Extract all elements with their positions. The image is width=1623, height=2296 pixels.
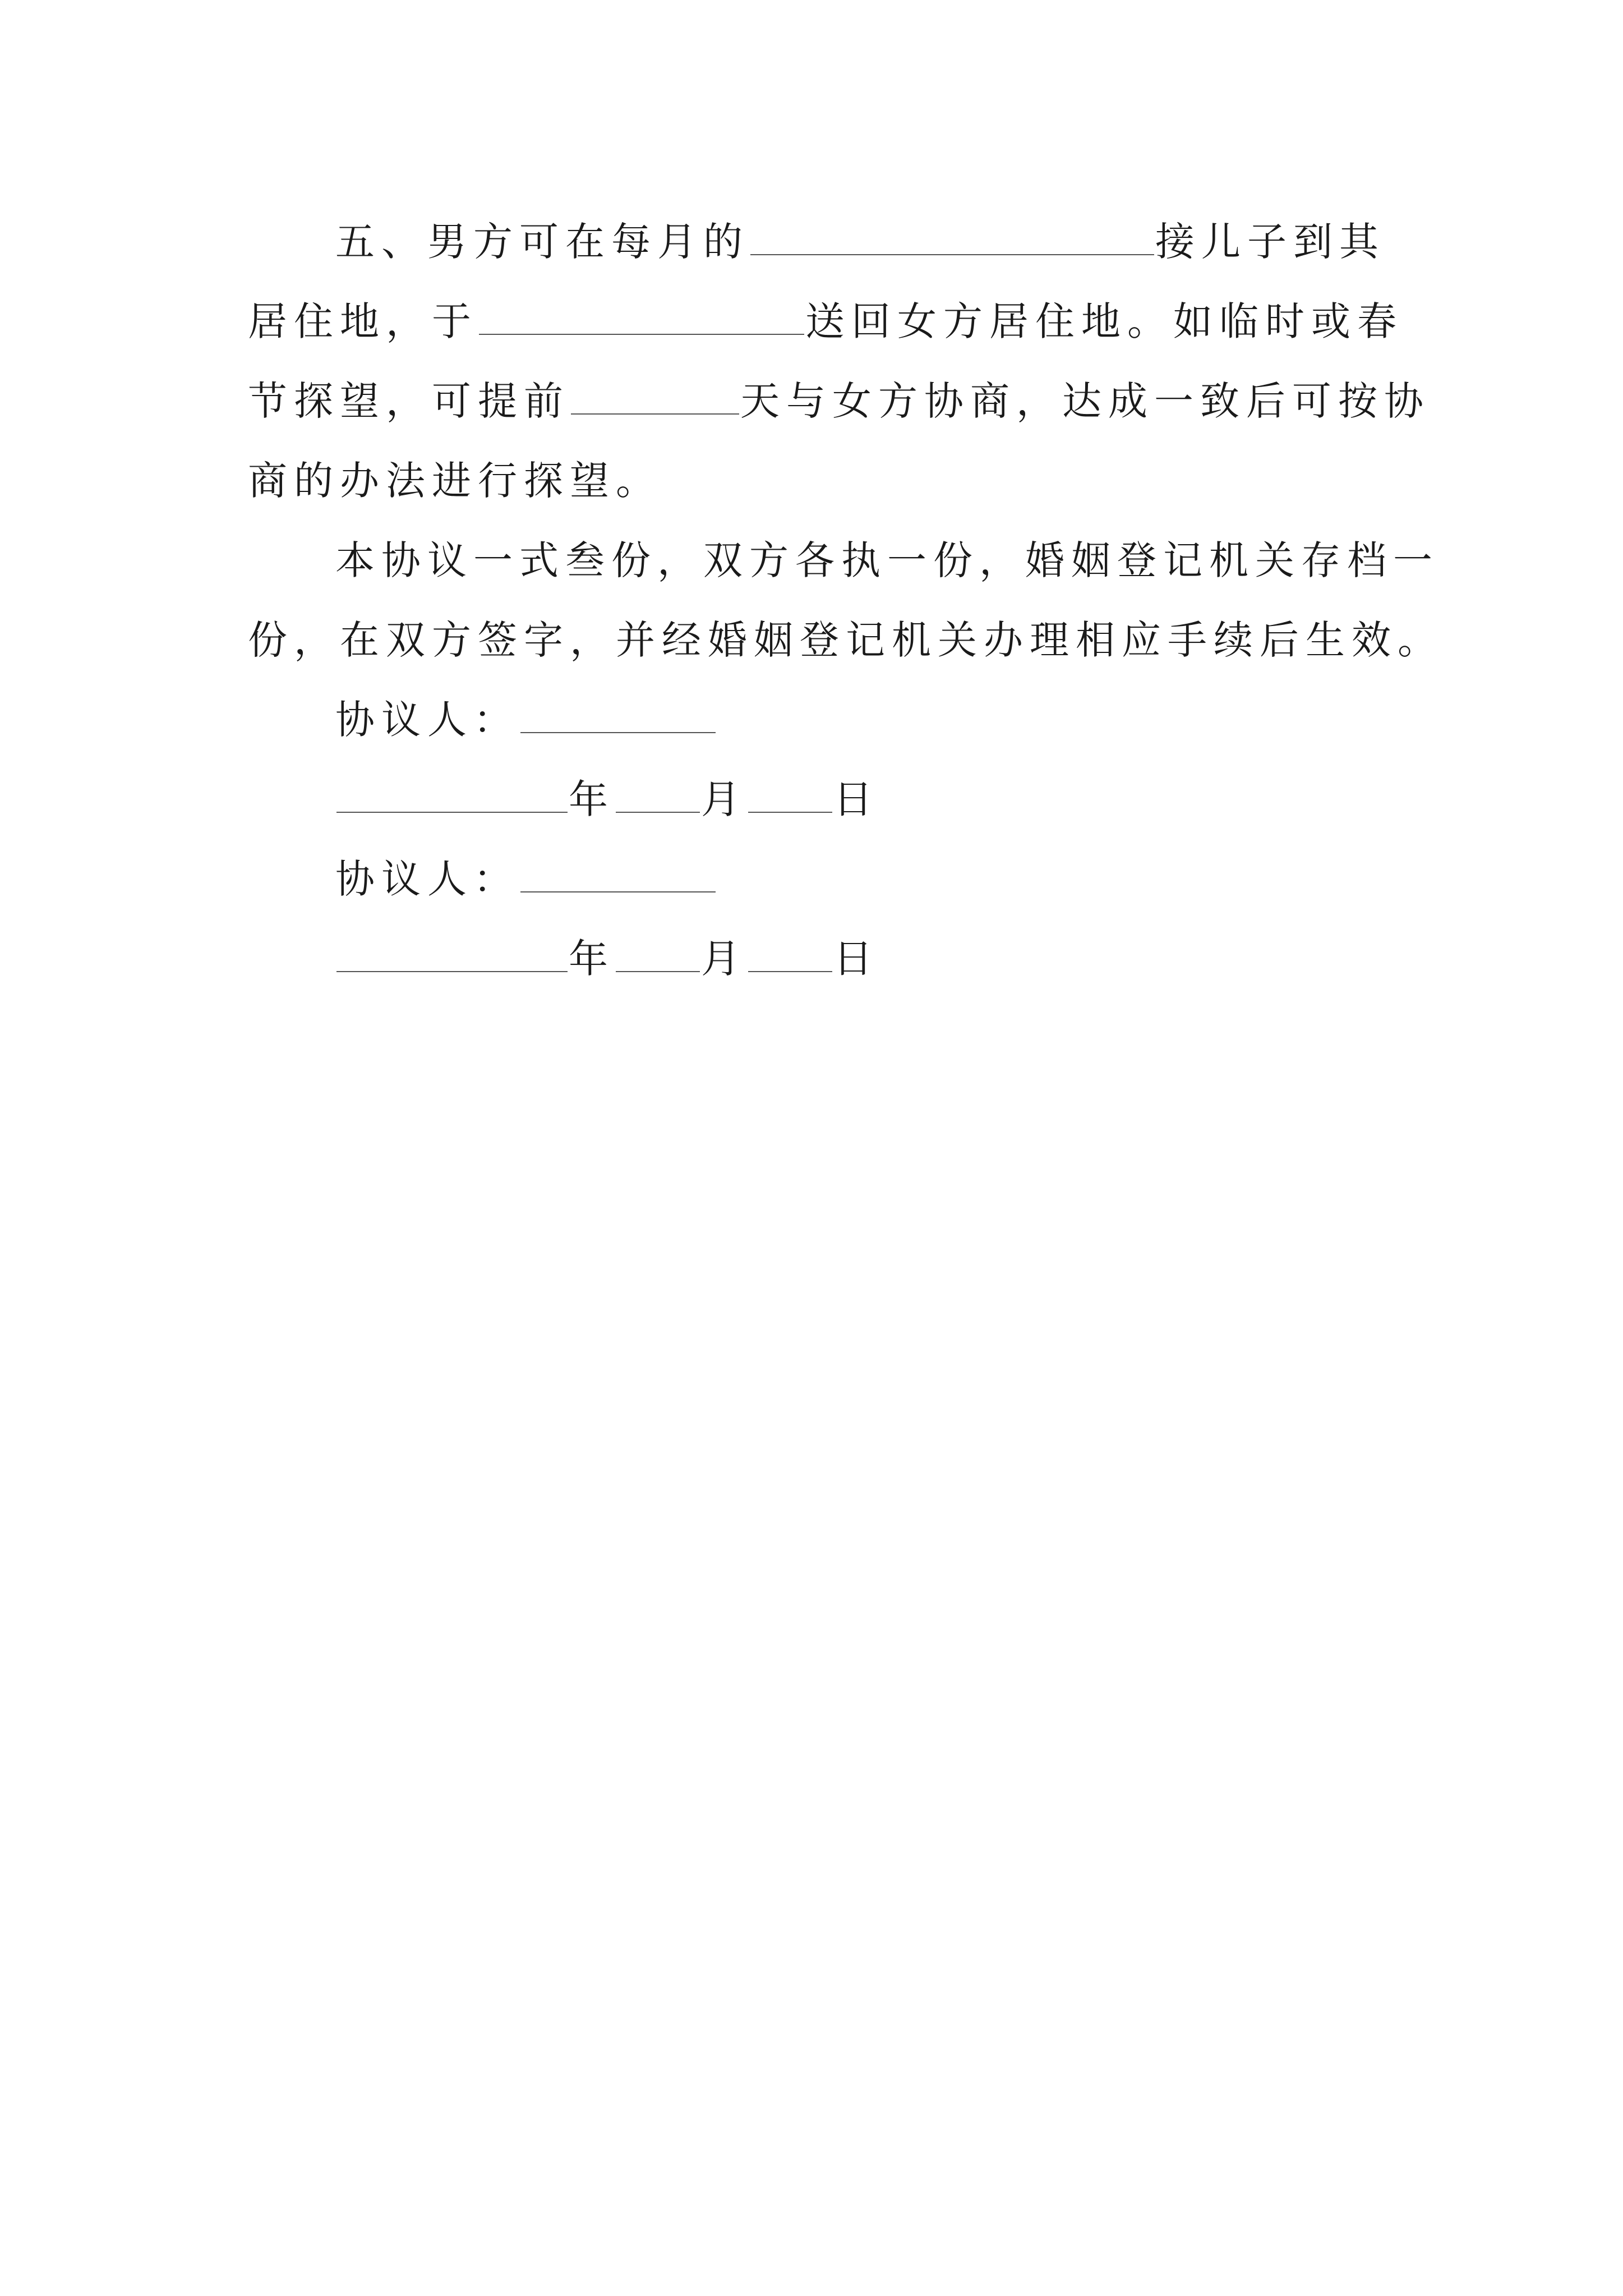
document-body <box>248 202 1444 999</box>
pickup-date-blank[interactable] <box>750 220 1154 255</box>
day-label: 日 <box>833 776 879 822</box>
paragraph-5-line-2 <box>248 282 1403 361</box>
signatory-name-blank[interactable] <box>520 698 716 733</box>
closing-text: 份，在双方签字，并经婚姻登记机关办理相应手续后生效。 <box>248 617 1444 663</box>
clause-5-text: 商的办法进行探望。 <box>248 458 662 504</box>
paragraph-5-line-1 <box>248 202 1386 282</box>
clause-5-text: 接儿子到其 <box>1155 219 1385 265</box>
clause-5-text: 天与女方协商，达成一致后可按协 <box>740 378 1430 424</box>
year-blank[interactable] <box>336 937 568 972</box>
notice-days-blank[interactable] <box>571 380 739 415</box>
clause-5-text: 节探望，可提前 <box>248 378 570 424</box>
signature-1 <box>248 680 1386 760</box>
year-blank[interactable] <box>336 778 568 813</box>
day-label: 日 <box>833 936 879 982</box>
closing-text: 本协议一式叁份，双方各执一份，婚姻登记机关存档一 <box>335 537 1439 583</box>
signature-2 <box>248 839 1386 919</box>
year-label: 年 <box>569 936 615 982</box>
signature-1-date <box>248 760 1386 839</box>
year-label: 年 <box>569 776 615 822</box>
month-label: 月 <box>701 776 747 822</box>
signatory-label: 协议人： <box>335 697 519 743</box>
clause-5-text: 居住地，于 <box>248 298 478 344</box>
day-blank[interactable] <box>748 778 832 813</box>
signature-2-date <box>248 919 1386 999</box>
month-blank[interactable] <box>616 778 700 813</box>
signatory-label: 协议人： <box>335 856 519 902</box>
month-label: 月 <box>701 936 747 982</box>
clause-5-text: 送回女方居住地。如临时或春 <box>805 298 1403 344</box>
month-blank[interactable] <box>616 937 700 972</box>
closing-line-2 <box>248 600 1444 680</box>
day-blank[interactable] <box>748 937 832 972</box>
closing-line-1 <box>248 521 1439 600</box>
signatory-name-blank[interactable] <box>520 858 716 892</box>
paragraph-5-line-4 <box>248 441 1386 521</box>
paragraph-5-line-3 <box>248 361 1430 441</box>
return-date-blank[interactable] <box>479 300 804 335</box>
clause-5-text: 五、男方可在每月的 <box>335 219 749 265</box>
